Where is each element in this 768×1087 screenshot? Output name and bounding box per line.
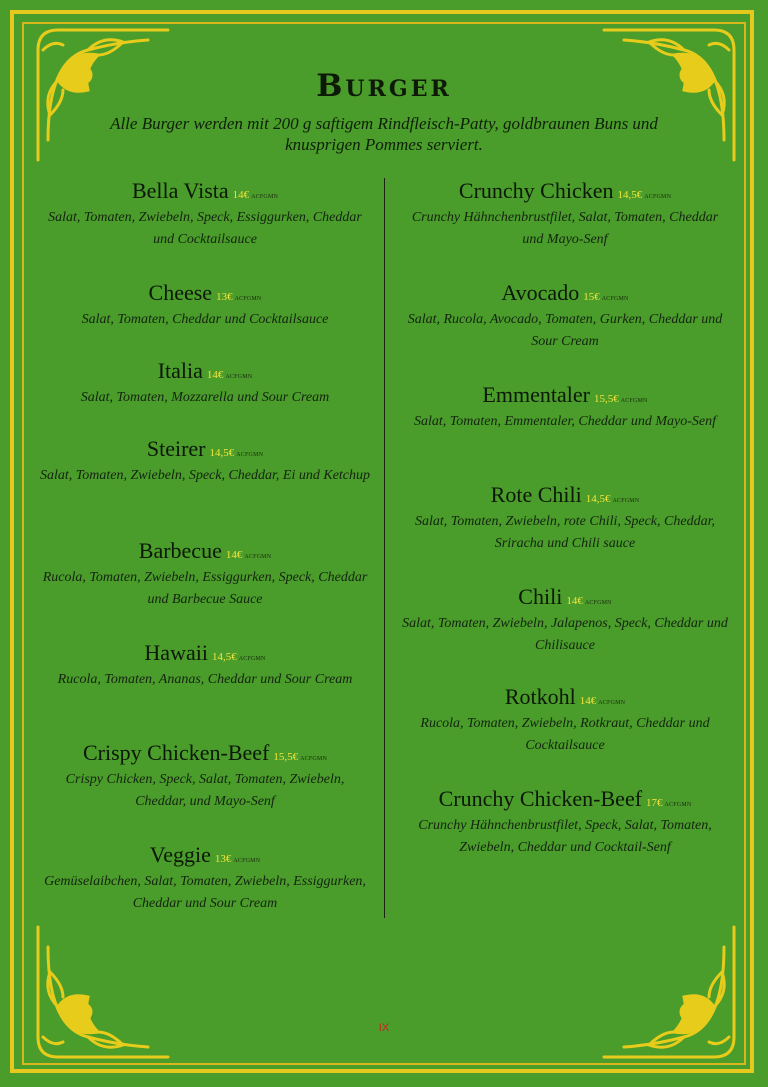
menu-item-header xyxy=(400,382,730,408)
menu-item-header xyxy=(400,584,730,610)
menu-item-price: 14€ xyxy=(579,695,597,707)
menu-item-header xyxy=(40,280,370,306)
menu-item-name: Rotkohl xyxy=(504,684,576,709)
menu-item-allergens: ACFGMN xyxy=(300,756,327,762)
menu-subtitle: Alle Burger werden mit 200 g saftigem Rindfleisch-Patty, goldbraunen Buns und knusprigen Pommes serviert. xyxy=(110,114,658,154)
ornament-corner-icon xyxy=(28,917,178,1067)
menu-item xyxy=(400,382,730,433)
menu-item-price: 14€ xyxy=(206,369,224,381)
menu-item-description: Crunchy Hähnchenbrustfilet, Speck, Salat, Tomaten, Zwiebeln, Cheddar und Cocktail-Senf xyxy=(418,818,712,855)
menu-item-description: Salat, Rucola, Avocado, Tomaten, Gurken, Cheddar und Sour Cream xyxy=(407,312,723,349)
menu-item-description: Crispy Chicken, Speck, Salat, Tomaten, Zwiebeln, Cheddar, und Mayo-Senf xyxy=(65,772,345,809)
menu-item xyxy=(400,280,730,353)
page-title: Burger xyxy=(316,68,452,104)
menu-item-description: Salat, Tomaten, Zwiebeln, Jalapenos, Speck, Cheddar und Chilisauce xyxy=(402,616,728,653)
menu-item-description: Rucola, Tomaten, Zwiebeln, Essiggurken, Speck, Cheddar und Barbecue Sauce xyxy=(42,570,368,607)
menu-item-price: 15€ xyxy=(583,291,600,303)
menu-item-price: 14,5€ xyxy=(209,447,235,459)
menu-item xyxy=(40,538,370,611)
menu-item-name: Bella Vista xyxy=(131,178,229,203)
menu-item-allergens: ACFGMN xyxy=(233,858,261,864)
menu-item-name: Barbecue xyxy=(138,538,222,563)
menu-item xyxy=(40,436,370,487)
menu-item-price: 15,5€ xyxy=(593,393,619,405)
menu-item-allergens: ACFGMN xyxy=(225,374,253,380)
menu-item-name: Cheese xyxy=(148,280,213,305)
menu-item-description: Salat, Tomaten, Cheddar und Cocktailsauce xyxy=(81,312,329,327)
menu-item-name: Emmentaler xyxy=(482,382,590,407)
menu-item-price: 14€ xyxy=(225,549,243,561)
menu-item-price: 14€ xyxy=(232,189,250,201)
menu-item-description: Crunchy Hähnchenbrustfilet, Salat, Tomaten, Cheddar und Mayo-Senf xyxy=(411,210,719,247)
menu-item-price: 13€ xyxy=(216,291,233,303)
menu-item-allergens: ACFGMN xyxy=(620,398,648,404)
menu-item-header xyxy=(400,178,730,204)
menu-item-allergens: ACFGMN xyxy=(584,600,612,606)
menu-item xyxy=(40,280,370,331)
menu-item-description: Salat, Tomaten, Emmentaler, Cheddar und Mayo-Senf xyxy=(413,414,716,429)
menu-item xyxy=(40,178,370,251)
menu-item-header xyxy=(40,538,370,564)
menu-item-header xyxy=(40,178,370,204)
menu-item-price: 15,5€ xyxy=(273,751,299,763)
menu-item-name: Crunchy Chicken-Beef xyxy=(438,786,643,811)
menu-item xyxy=(40,740,370,813)
menu-item-allergens: ACFGMN xyxy=(664,802,692,808)
menu-item-allergens: ACFGMN xyxy=(244,554,272,560)
menu-item-allergens: ACFGMN xyxy=(612,498,640,504)
menu-item-allergens: ACFGMN xyxy=(644,194,672,200)
menu-item-description: Gemüselaibchen, Salat, Tomaten, Zwiebeln, Essiggurken, Cheddar und Sour Cream xyxy=(44,874,366,911)
menu-item-header xyxy=(40,640,370,666)
menu-item-header xyxy=(400,786,730,812)
menu-item-price: 17€ xyxy=(646,797,663,809)
menu-item-header xyxy=(40,740,370,766)
menu-item xyxy=(400,584,730,657)
ornament-corner-icon xyxy=(594,917,744,1067)
menu-item-name: Italia xyxy=(157,358,203,383)
menu-item-allergens: ACFGMN xyxy=(234,296,262,302)
menu-item-price: 14,5€ xyxy=(585,493,611,505)
menu-item-description: Salat, Tomaten, Zwiebeln, Speck, Essiggurken, Cheddar und Cocktailsauce xyxy=(48,210,362,247)
menu-item xyxy=(400,178,730,251)
menu-item-allergens: ACFGMN xyxy=(598,700,626,706)
menu-item-name: Veggie xyxy=(149,842,211,867)
menu-item-name: Avocado xyxy=(501,280,580,305)
menu-item-allergens: ACFGMN xyxy=(238,656,266,662)
menu-item-description: Salat, Tomaten, Mozzarella und Sour Cream xyxy=(80,390,330,405)
menu-item-description: Salat, Tomaten, Zwiebeln, Speck, Cheddar, Ei und Ketchup xyxy=(40,468,371,483)
menu-item-name: Crispy Chicken-Beef xyxy=(83,740,270,765)
menu-item xyxy=(40,842,370,915)
menu-item-header xyxy=(400,280,730,306)
menu-item-price: 14,5€ xyxy=(211,651,237,663)
menu-item xyxy=(400,482,730,555)
column-divider xyxy=(384,178,385,918)
menu-item xyxy=(40,358,370,409)
menu-item-name: Hawaii xyxy=(144,640,208,665)
menu-item-price: 14€ xyxy=(566,595,583,607)
menu-item-header xyxy=(40,436,370,462)
menu-item xyxy=(40,640,370,691)
menu-item-name: Chili xyxy=(518,584,563,609)
menu-item-header xyxy=(40,358,370,384)
menu-item-allergens: ACFGMN xyxy=(601,296,629,302)
menu-item-allergens: ACFGMN xyxy=(251,194,279,200)
menu-item xyxy=(400,786,730,859)
menu-item-allergens: ACFGMN xyxy=(236,452,264,458)
menu-item-description: Rucola, Tomaten, Ananas, Cheddar und Sour Cream xyxy=(57,672,353,687)
menu-item-price: 14,5€ xyxy=(617,189,643,201)
menu-item-description: Salat, Tomaten, Zwiebeln, rote Chili, Speck, Cheddar, Sriracha und Chili sauce xyxy=(415,514,715,551)
menu-item-price: 13€ xyxy=(214,853,232,865)
page-number: IX xyxy=(378,1022,390,1034)
menu-item-header xyxy=(400,482,730,508)
menu-item-name: Crunchy Chicken xyxy=(458,178,614,203)
menu-item xyxy=(400,684,730,757)
menu-item-name: Steirer xyxy=(146,436,206,461)
menu-item-header xyxy=(400,684,730,710)
menu-item-name: Rote Chili xyxy=(490,482,582,507)
menu-item-header xyxy=(40,842,370,868)
menu-item-description: Rucola, Tomaten, Zwiebeln, Rotkraut, Cheddar und Cocktailsauce xyxy=(420,716,710,753)
